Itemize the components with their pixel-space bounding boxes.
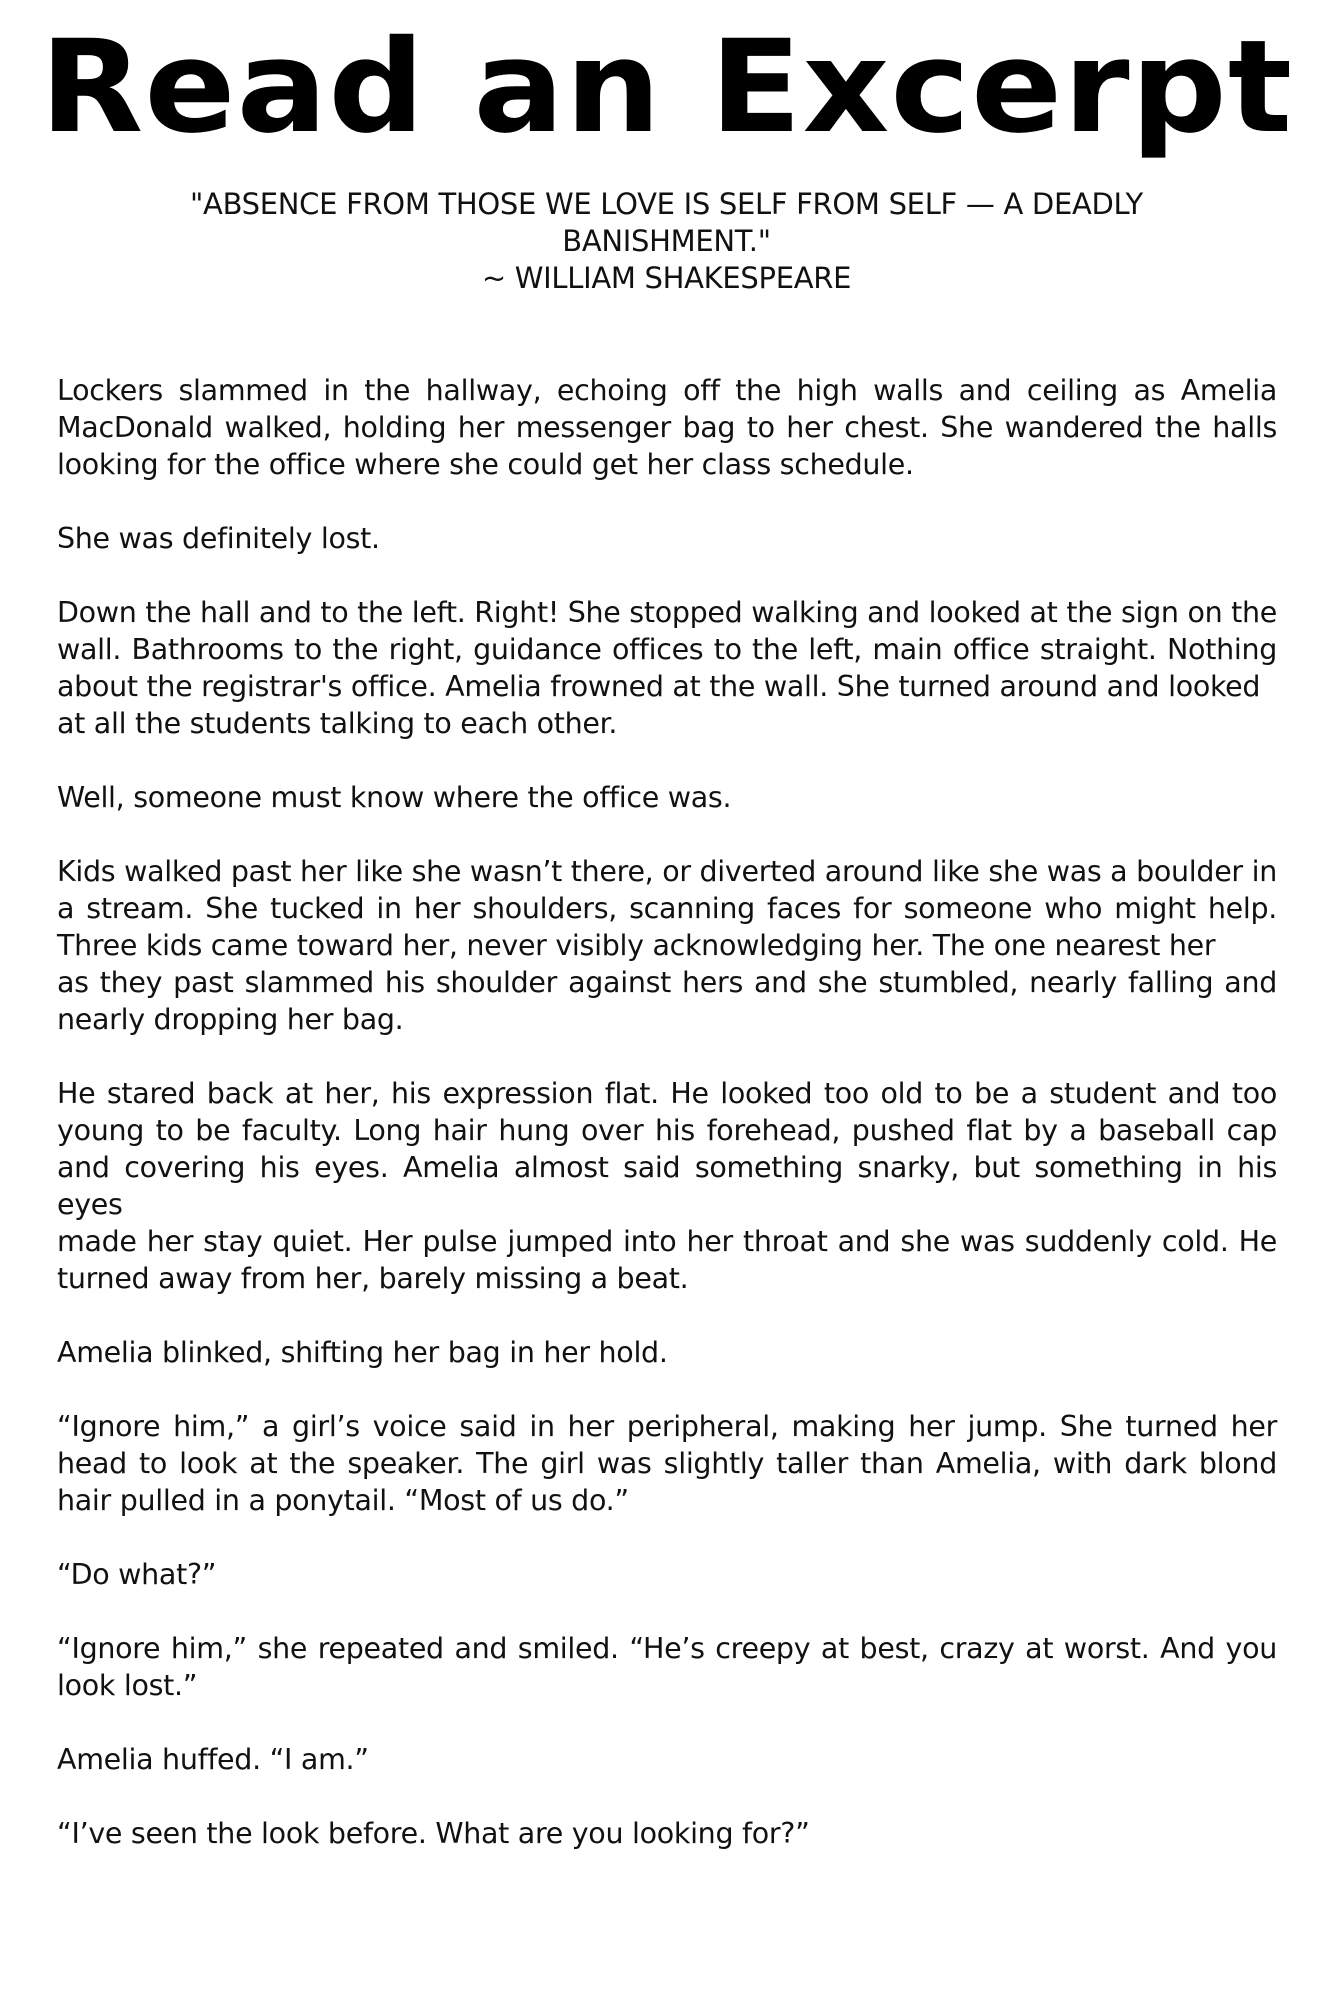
epigraph-attribution: ~ WILLIAM SHAKESPEARE (481, 261, 852, 295)
paragraph: Amelia blinked, shifting her bag in her hold. (57, 1336, 668, 1369)
paragraph: “Do what?” (57, 1558, 217, 1591)
paragraph: made her stay quiet. Her pulse jumped into her throat and she was suddenly cold. He turned away from her, barely missing a beat. (57, 1225, 1277, 1295)
epigraph-quote: "ABSENCE FROM THOSE WE LOVE IS SELF FROM SELF — A DEADLY BANISHMENT." (190, 187, 1143, 258)
page-title: Read an Excerpt (39, 13, 1294, 162)
paragraph: “Ignore him,” she repeated and smiled. “He’s creepy at best, crazy at worst. And you look lost.” (57, 1632, 1277, 1702)
excerpt-body (57, 372, 1277, 1852)
paragraph: He stared back at her, his expression flat. He looked too old to be a student and too young to be faculty. Long hair hung over his forehead, pushed flat by a baseball cap and covering his eyes. Amelia almost said something snarky, but something in his eyes (57, 1077, 1277, 1221)
paragraph: Down the hall and to the left. Right! She stopped walking and looked at the sign on the wall. Bathrooms to the right, guidance offices to the left, main office straight. Nothing about the registrar's office. Amelia frowned at the wall. She turned around and looked (57, 596, 1277, 703)
paragraph: Lockers slammed in the hallway, echoing off the high walls and ceiling as Amelia MacDonald walked, holding her messenger bag to her chest. She wandered the halls looking for the office where she could get her class schedule. (57, 374, 1277, 481)
paragraph: Amelia huffed. “I am.” (57, 1743, 369, 1776)
paragraph: at all the students talking to each other. (57, 707, 618, 740)
paragraph: “I’ve seen the look before. What are you looking for?” (57, 1817, 810, 1850)
epigraph (160, 186, 1173, 297)
paragraph: Well, someone must know where the office was. (57, 781, 732, 814)
paragraph: Kids walked past her like she wasn’t there, or diverted around like she was a boulder in a stream. She tucked in her shoulders, scanning faces for someone who might help. Three kids came toward her, never visibly acknowledging her. The one nearest her (57, 855, 1277, 962)
paragraph: as they past slammed his shoulder against hers and she stumbled, nearly falling and nearly dropping her bag. (57, 966, 1277, 1036)
paragraph: “Ignore him,” a girl’s voice said in her peripheral, making her jump. She turned her head to look at the speaker. The girl was slightly taller than Amelia, with dark blond hair pulled in a ponytail. “Most of us do.” (57, 1410, 1277, 1517)
paragraph: She was definitely lost. (57, 522, 380, 555)
